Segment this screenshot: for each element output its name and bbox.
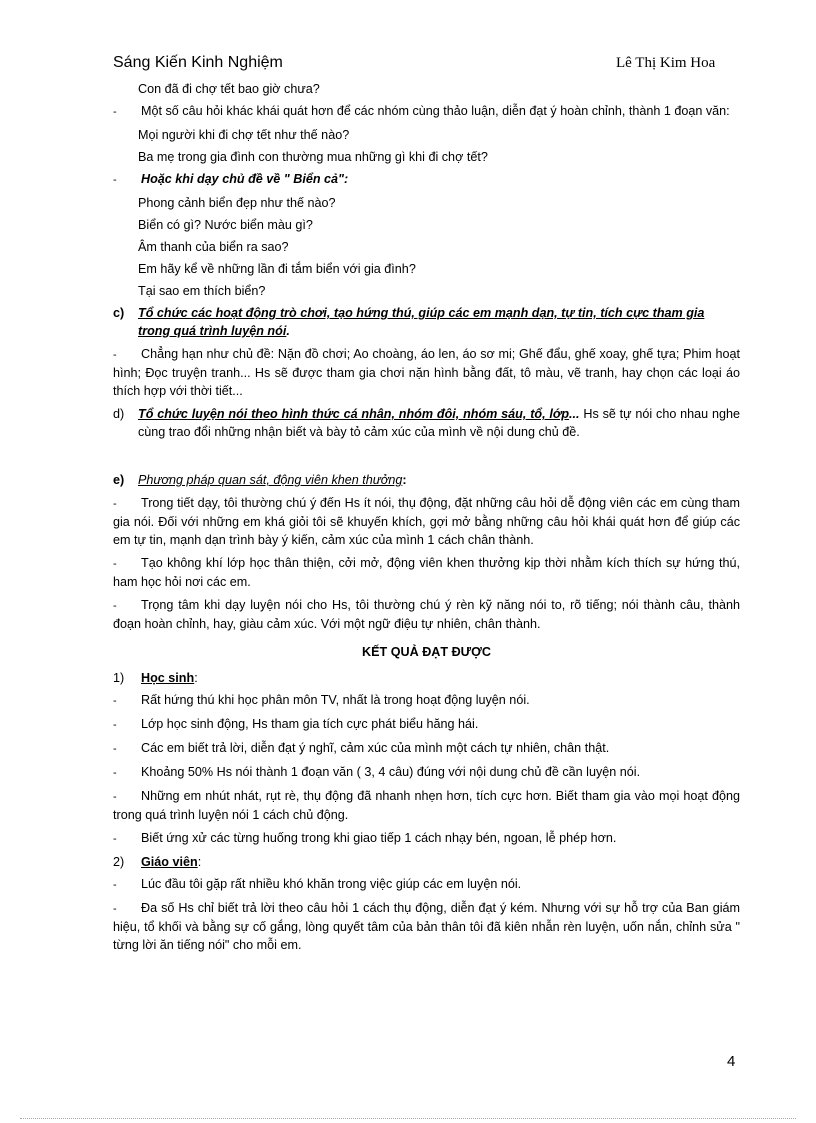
- section-title: Phương pháp quan sát, động viên khen thưởng: [138, 473, 403, 487]
- list-item-text: Phong cảnh biển đẹp như thế nào?: [138, 196, 336, 210]
- dash-marker-icon: -: [113, 767, 117, 779]
- list-item-text: Âm thanh của biển ra sao?: [138, 240, 289, 254]
- page-number: 4: [727, 1053, 736, 1070]
- section-title: Tổ chức luyện nói theo hình thức cá nhân, nhóm đôi, nhóm sáu, tổ, lớp: [138, 407, 570, 421]
- section-title: Tổ chức các hoạt động trò chơi, tạo hứng thú, giúp các em mạnh dạn, tự tin, tích cực tham gia trong quá trình luyện nói: [138, 306, 705, 338]
- paragraph: [113, 170, 740, 189]
- paragraph: [113, 596, 740, 633]
- list-item-text: Lúc đầu tôi gặp rất nhiều khó khăn trong việc giúp các em luyện nói.: [141, 877, 522, 891]
- paragraph-text: Trọng tâm khi dạy luyện nói cho Hs, tôi thường chú ý rèn kỹ năng nói to, rõ tiếng; nói thành câu, thành đoạn hoàn chỉnh, hay, giàu cảm xúc. Với một ngữ điệu tự nhiên, chân thành.: [113, 598, 740, 631]
- dash-marker-icon: -: [113, 719, 117, 731]
- list-item-text: Các em biết trả lời, diễn đạt ý nghĩ, cảm xúc của mình một cách tự nhiên, chân thật.: [141, 741, 610, 755]
- section-title-end: :: [197, 855, 202, 869]
- teacher-heading: [113, 853, 740, 871]
- dash-marker-icon: -: [113, 498, 117, 510]
- checkbox-glyph-icon: [113, 260, 138, 278]
- section-title: Học sinh: [141, 671, 195, 685]
- section-label: c): [113, 306, 125, 320]
- paragraph-text: Trong tiết dạy, tôi thường chú ý đến Hs ít nói, thụ động, đặt những câu hỏi dễ động viên các em cùng tham gia nói. Đối với những em khá giỏi tôi sẽ khuyến khích, gợi mở bằng những câu hỏi khái quát hơn để giúp các em tự tin, mạnh dạn trình bày ý kiến, cảm xúc của mình 1 cách chân thành.: [113, 496, 740, 547]
- students-heading: [113, 669, 740, 687]
- dash-marker-icon: -: [113, 833, 117, 845]
- list-item: [113, 216, 740, 234]
- list-item: [113, 787, 740, 824]
- document-body: [113, 80, 740, 959]
- list-item: [113, 80, 740, 98]
- list-item: [113, 126, 740, 144]
- section-label: 1): [113, 671, 125, 685]
- section-e-heading: [113, 471, 740, 489]
- dash-marker-icon: -: [113, 695, 117, 707]
- section-title-end: ...: [569, 407, 580, 421]
- dash-marker-icon: -: [113, 879, 117, 891]
- list-item-text: Những em nhút nhát, rụt rè, thụ động đã nhanh nhẹn hơn, tích cực hơn. Biết tham gia vào mọi hoạt động trong quá trình luyện nói 1 cách chủ động.: [113, 789, 740, 822]
- checkbox-glyph-icon: [113, 80, 138, 98]
- section-title-end: :: [194, 671, 198, 685]
- section-c-heading: [113, 304, 740, 340]
- list-item: [113, 260, 740, 278]
- section-title-end: .: [286, 324, 290, 338]
- list-item-text: Rất hứng thú khi học phân môn TV, nhất là trong hoạt động luyện nói.: [141, 693, 530, 707]
- checkbox-glyph-icon: [113, 282, 138, 300]
- list-item: [113, 282, 740, 300]
- list-item-text: Khoảng 50% Hs nói thành 1 đoạn văn ( 3, 4 câu) đúng với nội dung chủ đề cần luyện nói.: [141, 765, 641, 779]
- dash-marker-icon: -: [113, 106, 117, 118]
- list-item: [113, 763, 740, 782]
- dash-marker-icon: -: [113, 558, 117, 570]
- paragraph: [113, 102, 740, 121]
- checkbox-glyph-icon: [113, 148, 138, 166]
- checkbox-glyph-icon: [113, 194, 138, 212]
- paragraph-text: Hs sẽ tự nói cho nhau nghe cùng trao đổi những nhận biết và bày tỏ cảm xúc của mình về nội dung chủ đề.: [138, 407, 741, 439]
- paragraph-text: Một số câu hỏi khác khái quát hơn để các nhóm cùng thảo luận, diễn đạt ý hoàn chỉnh, thành 1 đoạn văn:: [141, 104, 730, 118]
- list-item: [113, 691, 740, 710]
- checkbox-glyph-icon: [113, 126, 138, 144]
- header-author: Lê Thị Kim Hoa: [616, 55, 716, 71]
- paragraph: [113, 554, 740, 591]
- list-item: [113, 739, 740, 758]
- paragraph: [113, 494, 740, 549]
- list-item: [113, 829, 740, 848]
- list-item-text: Lớp học sinh động, Hs tham gia tích cực phát biểu hăng hái.: [141, 717, 479, 731]
- dash-marker-icon: -: [113, 349, 117, 361]
- dash-marker-icon: -: [113, 600, 117, 612]
- section-label: 2): [113, 855, 125, 869]
- dash-marker-icon: -: [113, 743, 117, 755]
- results-heading: KẾT QUẢ ĐẠT ĐƯỢC: [362, 645, 491, 659]
- header-title: Sáng Kiến Kinh Nghiệm: [113, 54, 283, 71]
- list-item-text: Em hãy kể về những lần đi tắm biển với gia đình?: [138, 262, 416, 276]
- section-label: e): [113, 473, 125, 487]
- list-item: [113, 194, 740, 212]
- list-item-text: Đa số Hs chỉ biết trả lời theo câu hỏi 1 cách thụ động, diễn đạt ý kém. Nhưng với sự hỗ trợ của Ban giám hiệu, tổ khối và bằng sự cố gắng, lòng quyết tâm của bản thân tôi đã kiên nhẫn rèn luyện, uốn nắn, chỉnh sửa " từng lời ăn tiếng nói" cho mỗi em.: [113, 901, 740, 952]
- list-item-text: Tại sao em thích biển?: [138, 284, 266, 298]
- list-item-text: Con đã đi chợ tết bao giờ chưa?: [138, 82, 320, 96]
- dash-marker-icon: -: [113, 174, 117, 186]
- paragraph-text: Chẳng hạn như chủ đề: Nặn đồ chơi; Ao choàng, áo len, áo sơ mi; Ghế đẩu, ghế xoay, ghế tựa; Phim hoạt hình; Đọc truyện tranh... Hs sẽ được tham gia chơi nặn hình bằng đất, tô màu, vẽ tranh, hay chọn các loại áo thích hợp với thời tiết...: [113, 347, 740, 398]
- checkbox-glyph-icon: [113, 216, 138, 234]
- section-title: Giáo viên: [141, 855, 198, 869]
- list-item-text: Biết ứng xử các từng huống trong khi giao tiếp 1 cách nhạy bén, ngoan, lễ phép hơn.: [141, 831, 617, 845]
- section-label: d): [113, 407, 125, 421]
- section-title-end: :: [402, 473, 407, 487]
- subheading: Hoặc khi dạy chủ đề về " Biển cả":: [141, 172, 349, 186]
- list-item: [113, 238, 740, 256]
- list-item: [113, 875, 740, 894]
- paragraph: [113, 345, 740, 400]
- dash-marker-icon: -: [113, 791, 117, 803]
- list-item-text: Ba mẹ trong gia đình con thường mua những gì khi đi chợ tết?: [138, 150, 488, 164]
- paragraph-text: Tạo không khí lớp học thân thiện, cởi mở, động viên khen thưởng kịp thời nhằm kích thích sự hứng thú, ham học hỏi nơi các em.: [113, 556, 740, 589]
- section-d-heading: [113, 405, 740, 441]
- checkbox-glyph-icon: [113, 238, 138, 256]
- list-item: [113, 899, 740, 954]
- list-item-text: Mọi người khi đi chợ tết như thế nào?: [138, 128, 350, 142]
- list-item-text: Biển có gì? Nước biển màu gì?: [138, 218, 313, 232]
- dash-marker-icon: -: [113, 903, 117, 915]
- list-item: [113, 715, 740, 734]
- list-item: [113, 148, 740, 166]
- page-bottom-divider: [20, 1118, 796, 1119]
